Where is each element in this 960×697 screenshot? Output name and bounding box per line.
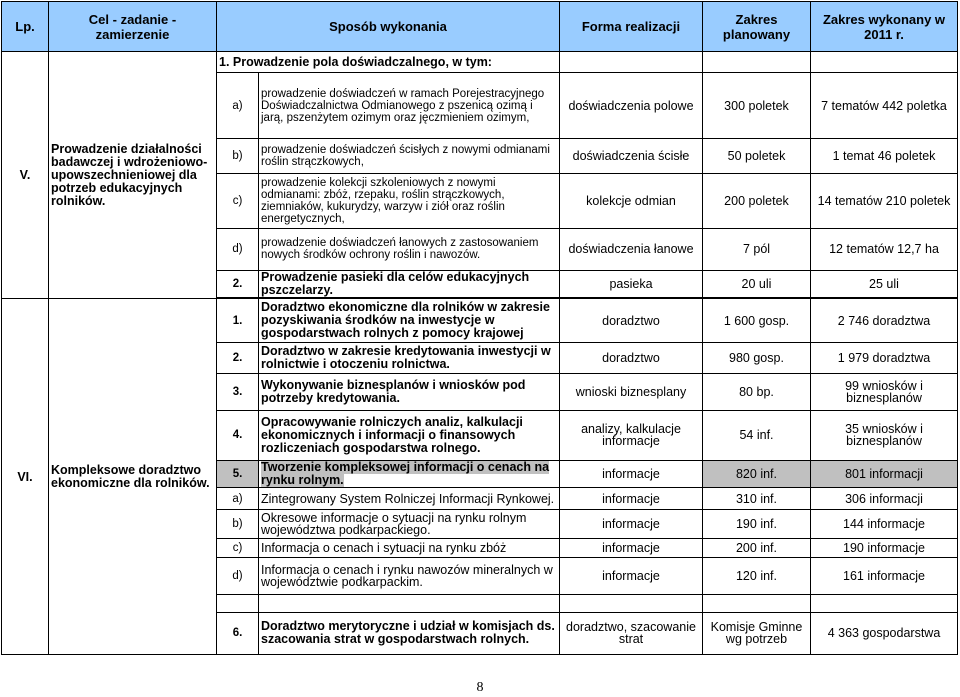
empty-cell [811, 594, 958, 612]
highlighted-text: Tworzenie kompleksowej informacji o cenach na rynku rolnym. [261, 460, 550, 488]
row-number: a) [217, 488, 259, 510]
empty-cell [703, 594, 811, 612]
page-number: 8 [476, 680, 484, 695]
row-planned: 200 poletek [703, 173, 811, 228]
row-form: informacje [560, 510, 703, 539]
row-planned: 7 pól [703, 228, 811, 270]
row-method: Wykonywanie biznesplanów i wniosków pod potrzeby kredytowania. [259, 373, 560, 410]
row-method: Opracowywanie rolniczych analiz, kalkulacji ekonomicznych i informacji o finansowych rozliczeniach gospodarstwa rolnego. [259, 410, 560, 460]
row-planned: 200 inf. [703, 539, 811, 558]
header-lp: Lp. [2, 2, 49, 52]
row-done: 1 temat 46 poletek [811, 139, 958, 173]
row-form: kolekcje odmian [560, 173, 703, 228]
empty-cell [259, 594, 560, 612]
row-form: doradztwo, szacowanie strat [560, 612, 703, 654]
row-planned: 1 600 gosp. [703, 299, 811, 343]
row-number: b) [217, 510, 259, 539]
row-method: Okresowe informacje o sytuacji na rynku rolnym województwa podkarpackiego. [259, 510, 560, 539]
row-method: Doradztwo ekonomiczne dla rolników w zakresie pozyskiwania środków na inwestycje w gospodarstwach rolnych z pomocy krajowej [259, 299, 560, 343]
row-planned: 120 inf. [703, 558, 811, 594]
row-form: pasieka [560, 271, 703, 298]
row-planned: Komisje Gminne wg potrzeb [703, 612, 811, 654]
row-method: Prowadzenie pasieki dla celów edukacyjnych pszczelarzy. [259, 271, 560, 298]
row-method: Zintegrowany System Rolniczej Informacji Rynkowej. [259, 488, 560, 510]
row-number: c) [217, 539, 259, 558]
row-number: d) [217, 228, 259, 270]
row-done: 4 363 gospodarstwa [811, 612, 958, 654]
table-row [2, 299, 958, 343]
header-zakres-wykonany: Zakres wykonany w 2011 r. [811, 2, 958, 52]
section-vi-goal: Kompleksowe doradztwo ekonomiczne dla rolników. [49, 299, 217, 655]
row-form: doświadczenia ścisłe [560, 139, 703, 173]
section-v-heading: 1. Prowadzenie pola doświadczalnego, w tym: [217, 52, 560, 73]
section-vi-lp: VI. [2, 299, 49, 655]
row-number: c) [217, 173, 259, 228]
row-planned: 820 inf. [703, 460, 811, 487]
row-number: 1. [217, 299, 259, 343]
header-sposob: Sposób wykonania [217, 2, 560, 52]
header-zakres-planowany: Zakres planowany [703, 2, 811, 52]
row-form: doświadczenia łanowe [560, 228, 703, 270]
row-done: 161 informacje [811, 558, 958, 594]
row-done: 12 tematów 12,7 ha [811, 228, 958, 270]
row-form: informacje [560, 539, 703, 558]
empty-cell [217, 594, 259, 612]
section-v-heading-row [2, 52, 958, 73]
row-method: prowadzenie doświadczeń ścisłych z nowymi odmianami roślin strączkowych, [259, 139, 560, 173]
row-number: d) [217, 558, 259, 594]
header-row [2, 2, 958, 52]
row-form: doradztwo [560, 343, 703, 373]
row-done: 190 informacje [811, 539, 958, 558]
row-method: prowadzenie kolekcji szkoleniowych z nowymi odmianami: zbóż, rzepaku, roślin strączkowych, ziemniaków, kukurydzy, warzyw i ziół oraz roślin energetycznych, [259, 173, 560, 228]
row-method: prowadzenie doświadczeń łanowych z zastosowaniem nowych środków ochrony roślin i nawozów. [259, 228, 560, 270]
row-planned: 54 inf. [703, 410, 811, 460]
row-planned: 50 poletek [703, 139, 811, 173]
row-form: wnioski biznesplany [560, 373, 703, 410]
row-form: analizy, kalkulacje informacje [560, 410, 703, 460]
row-planned: 310 inf. [703, 488, 811, 510]
empty-cell [560, 594, 703, 612]
header-cel: Cel - zadanie - zamierzenie [49, 2, 217, 52]
row-done: 25 uli [811, 271, 958, 298]
row-done: 7 tematów 442 poletka [811, 73, 958, 139]
row-done: 2 746 doradztwa [811, 299, 958, 343]
row-done: 144 informacje [811, 510, 958, 539]
empty-cell [811, 52, 958, 73]
row-method: prowadzenie doświadczeń w ramach Porejestracyjnego Doświadczalnictwa Odmianowego z pszenicą ozimą i jarą, pszenżytem ozimym oraz jęczmieniem ozimym, [259, 73, 560, 139]
empty-cell [560, 52, 703, 73]
row-planned: 300 poletek [703, 73, 811, 139]
section-v-lp: V. [2, 52, 49, 299]
row-done: 99 wniosków i biznesplanów [811, 373, 958, 410]
row-form: informacje [560, 460, 703, 487]
row-number: 5. [217, 460, 259, 487]
row-number: 6. [217, 612, 259, 654]
row-done: 35 wniosków i biznesplanów [811, 410, 958, 460]
row-number: 2. [217, 271, 259, 298]
row-planned: 190 inf. [703, 510, 811, 539]
row-number: 4. [217, 410, 259, 460]
row-method: Informacja o cenach i sytuacji na rynku zbóż [259, 539, 560, 558]
row-method [259, 460, 560, 487]
row-method: Doradztwo merytoryczne i udział w komisjach ds. szacowania strat w gospodarstwach rolnych. [259, 612, 560, 654]
row-method: Doradztwo w zakresie kredytowania inwestycji w rolnictwie i otoczeniu rolnictwa. [259, 343, 560, 373]
row-planned: 980 gosp. [703, 343, 811, 373]
header-forma: Forma realizacji [560, 2, 703, 52]
row-number: b) [217, 139, 259, 173]
row-method: Informacja o cenach i rynku nawozów mineralnych w województwie podkarpackim. [259, 558, 560, 594]
row-done: 14 tematów 210 poletek [811, 173, 958, 228]
empty-cell [703, 52, 811, 73]
row-done: 1 979 doradztwa [811, 343, 958, 373]
row-done: 801 informacji [811, 460, 958, 487]
row-form: informacje [560, 488, 703, 510]
row-number: 2. [217, 343, 259, 373]
row-form: doświadczenia polowe [560, 73, 703, 139]
row-number: a) [217, 73, 259, 139]
row-form: doradztwo [560, 299, 703, 343]
row-planned: 80 bp. [703, 373, 811, 410]
row-form: informacje [560, 558, 703, 594]
activity-table [1, 1, 958, 655]
row-done: 306 informacji [811, 488, 958, 510]
section-v-goal: Prowadzenie działalności badawczej i wdrożeniowo-upowszechnieniowej dla potrzeb edukacyjnych rolników. [49, 52, 217, 299]
row-planned: 20 uli [703, 271, 811, 298]
row-number: 3. [217, 373, 259, 410]
